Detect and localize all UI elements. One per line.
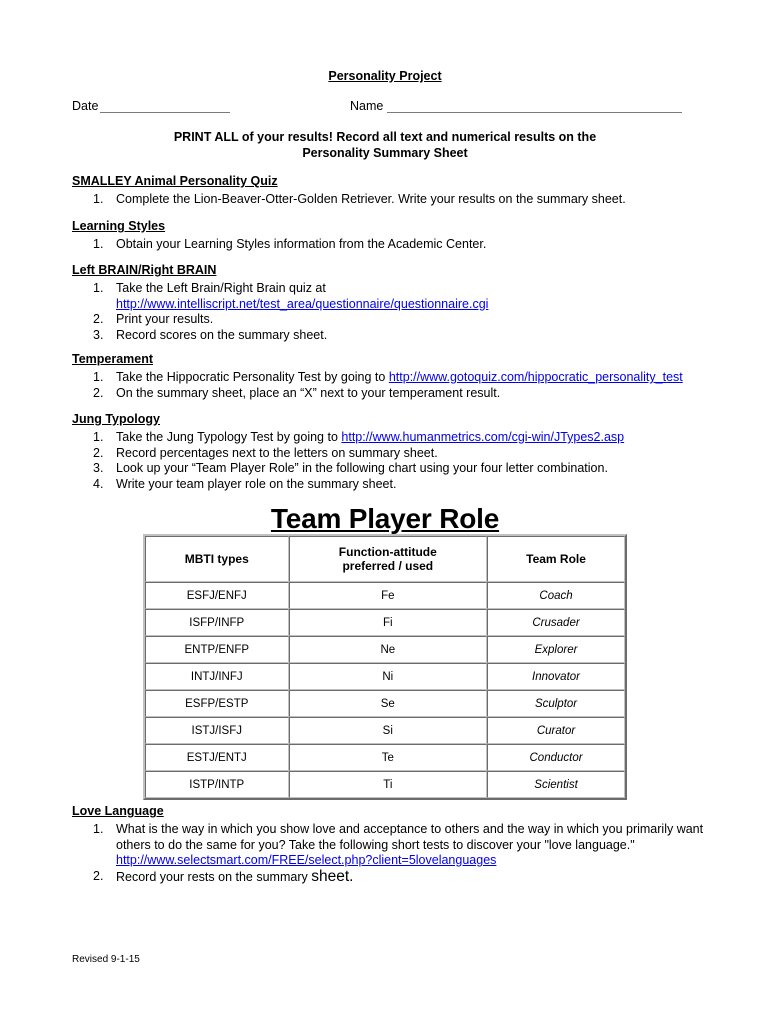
column-header-team-role: Team Role xyxy=(487,536,625,582)
cell-mbti: INTJ/INFJ xyxy=(145,663,289,690)
list-item xyxy=(72,386,722,402)
list-number: 1. xyxy=(93,237,104,251)
list-number: 1. xyxy=(93,281,104,295)
cell-mbti: ISTJ/ISFJ xyxy=(145,717,289,744)
list-item xyxy=(72,312,722,328)
list-item xyxy=(72,328,722,344)
table-row xyxy=(145,744,625,771)
section-heading-learning-styles: Learning Styles xyxy=(72,219,166,233)
cell-role: Curator xyxy=(487,717,625,744)
cell-function: Se xyxy=(289,690,488,717)
list-number: 1. xyxy=(93,370,104,384)
cell-role: Explorer xyxy=(487,636,625,663)
section-list-jung-typology xyxy=(72,430,722,492)
section-heading-love-language: Love Language xyxy=(72,804,164,818)
list-item xyxy=(72,822,722,869)
list-number: 3. xyxy=(93,327,104,342)
cell-mbti: ESTJ/ENTJ xyxy=(145,744,289,771)
section-left-right-brain xyxy=(72,263,722,343)
cell-role: Innovator xyxy=(487,663,625,690)
table-header xyxy=(145,536,625,582)
list-text: Look up your “Team Player Role” in the following chart using your four letter combination. xyxy=(116,461,608,475)
list-item xyxy=(72,237,722,253)
cell-function: Si xyxy=(289,717,488,744)
date-input-rule[interactable] xyxy=(100,99,230,113)
team-player-role-title-text: Team Player Role xyxy=(270,503,500,534)
section-heading-jung-typology: Jung Typology xyxy=(72,412,160,426)
section-list-temperament xyxy=(72,370,722,401)
name-label: Name xyxy=(350,99,384,113)
list-text: Record percentages next to the letters on summary sheet. xyxy=(116,445,438,460)
list-text: Take the Left Brain/Right Brain quiz at xyxy=(116,281,326,295)
cell-function: Fe xyxy=(289,582,488,609)
section-heading-smalley: SMALLEY Animal Personality Quiz xyxy=(72,174,278,188)
cell-mbti: ESFJ/ENFJ xyxy=(145,582,289,609)
section-list-smalley xyxy=(72,192,722,208)
cell-role: Scientist xyxy=(487,771,625,798)
list-number: 2. xyxy=(93,385,104,400)
section-jung-typology xyxy=(72,412,722,492)
list-text: What is the way in which you show love and acceptance to others and the way in which you primarily want others to do the same for you? Take the following short tests to discover your "love language." xyxy=(116,822,704,852)
table-row xyxy=(145,690,625,717)
list-number: 2. xyxy=(93,868,104,883)
cell-mbti: ESFP/ESTP xyxy=(145,690,289,717)
list-item xyxy=(72,446,722,462)
section-heading-temperament: Temperament xyxy=(72,352,154,366)
list-text: Record scores on the summary sheet. xyxy=(116,327,328,342)
list-number: 1. xyxy=(93,822,104,836)
cell-function: Ne xyxy=(289,636,488,663)
section-list-left-right-brain xyxy=(72,281,722,343)
list-number: 2. xyxy=(93,445,104,460)
list-text-emphasis: sheet. xyxy=(311,867,354,885)
list-number: 2. xyxy=(93,312,104,326)
table-row xyxy=(145,582,625,609)
cell-mbti: ISTP/INTP xyxy=(145,771,289,798)
page-title-text: Personality Project xyxy=(328,69,442,83)
list-text: Complete the Lion-Beaver-Otter-Golden Retriever. Write your results on the summary sheet. xyxy=(116,192,626,206)
table-body xyxy=(145,582,625,798)
cell-role: Coach xyxy=(487,582,625,609)
list-text: Write your team player role on the summary sheet. xyxy=(116,476,397,491)
column-header-function-line-1: Function-attitude xyxy=(338,545,437,559)
column-header-function-attitude xyxy=(289,536,488,582)
list-item xyxy=(72,192,722,208)
list-text: Record your rests on the summary xyxy=(116,869,312,884)
section-list-learning-styles xyxy=(72,237,722,253)
section-temperament xyxy=(72,352,722,401)
print-all-line-1: PRINT ALL of your results! Record all text and numerical results on the xyxy=(173,130,597,144)
date-name-row xyxy=(72,99,712,117)
column-header-mbti: MBTI types xyxy=(145,536,289,582)
section-love-language xyxy=(72,804,722,885)
list-item xyxy=(72,869,722,886)
list-text: Obtain your Learning Styles information from the Academic Center. xyxy=(116,237,487,251)
list-item xyxy=(72,430,722,446)
link-humanmetrics[interactable]: http://www.humanmetrics.com/cgi-win/JTypes2.asp xyxy=(341,430,625,444)
cell-function: Fi xyxy=(289,609,488,636)
table-row xyxy=(145,609,625,636)
table-row xyxy=(145,663,625,690)
cell-role: Sculptor xyxy=(487,690,625,717)
table-header-row xyxy=(145,536,625,582)
list-number: 1. xyxy=(93,192,104,206)
list-item xyxy=(72,370,722,386)
name-input-rule[interactable] xyxy=(387,99,682,113)
date-label: Date xyxy=(72,99,99,113)
link-intelliscript[interactable]: http://www.intelliscript.net/test_area/questionnaire/questionnaire.cgi xyxy=(116,296,489,311)
section-learning-styles xyxy=(72,219,722,253)
cell-role: Conductor xyxy=(487,744,625,771)
list-number: 1. xyxy=(93,430,104,444)
section-list-love-language xyxy=(72,822,722,885)
list-item xyxy=(72,281,722,312)
table-row xyxy=(145,771,625,798)
section-smalley xyxy=(72,174,722,208)
cell-role: Crusader xyxy=(487,609,625,636)
cell-function: Ni xyxy=(289,663,488,690)
cell-mbti: ISFP/INFP xyxy=(145,609,289,636)
page-title xyxy=(0,69,770,83)
link-gotoquiz[interactable]: http://www.gotoquiz.com/hippocratic_personality_test xyxy=(388,370,683,384)
cell-function: Te xyxy=(289,744,488,771)
cell-mbti: ENTP/ENFP xyxy=(145,636,289,663)
list-item xyxy=(72,461,722,477)
team-player-role-table xyxy=(143,534,627,800)
table-row xyxy=(145,636,625,663)
section-heading-left-right-brain: Left BRAIN/Right BRAIN xyxy=(72,263,217,277)
list-number: 4. xyxy=(93,476,104,491)
list-text: Take the Jung Typology Test by going to xyxy=(116,430,342,444)
print-all-line-2: Personality Summary Sheet xyxy=(302,145,468,160)
print-all-notice xyxy=(0,130,770,161)
footer-revision: Revised 9-1-15 xyxy=(72,954,140,965)
link-selectsmart[interactable]: http://www.selectsmart.com/FREE/select.php?client=5lovelanguages xyxy=(116,853,497,867)
list-text: Take the Hippocratic Personality Test by going to xyxy=(116,370,389,384)
list-item xyxy=(72,477,722,493)
team-player-role-table-wrapper xyxy=(143,534,627,800)
table-row xyxy=(145,717,625,744)
list-number: 3. xyxy=(93,461,104,475)
list-text: Print your results. xyxy=(116,312,214,326)
cell-function: Ti xyxy=(289,771,488,798)
list-text: On the summary sheet, place an “X” next to your temperament result. xyxy=(116,385,501,400)
team-player-role-title xyxy=(0,503,770,535)
column-header-function-line-2: preferred / used xyxy=(342,559,434,573)
